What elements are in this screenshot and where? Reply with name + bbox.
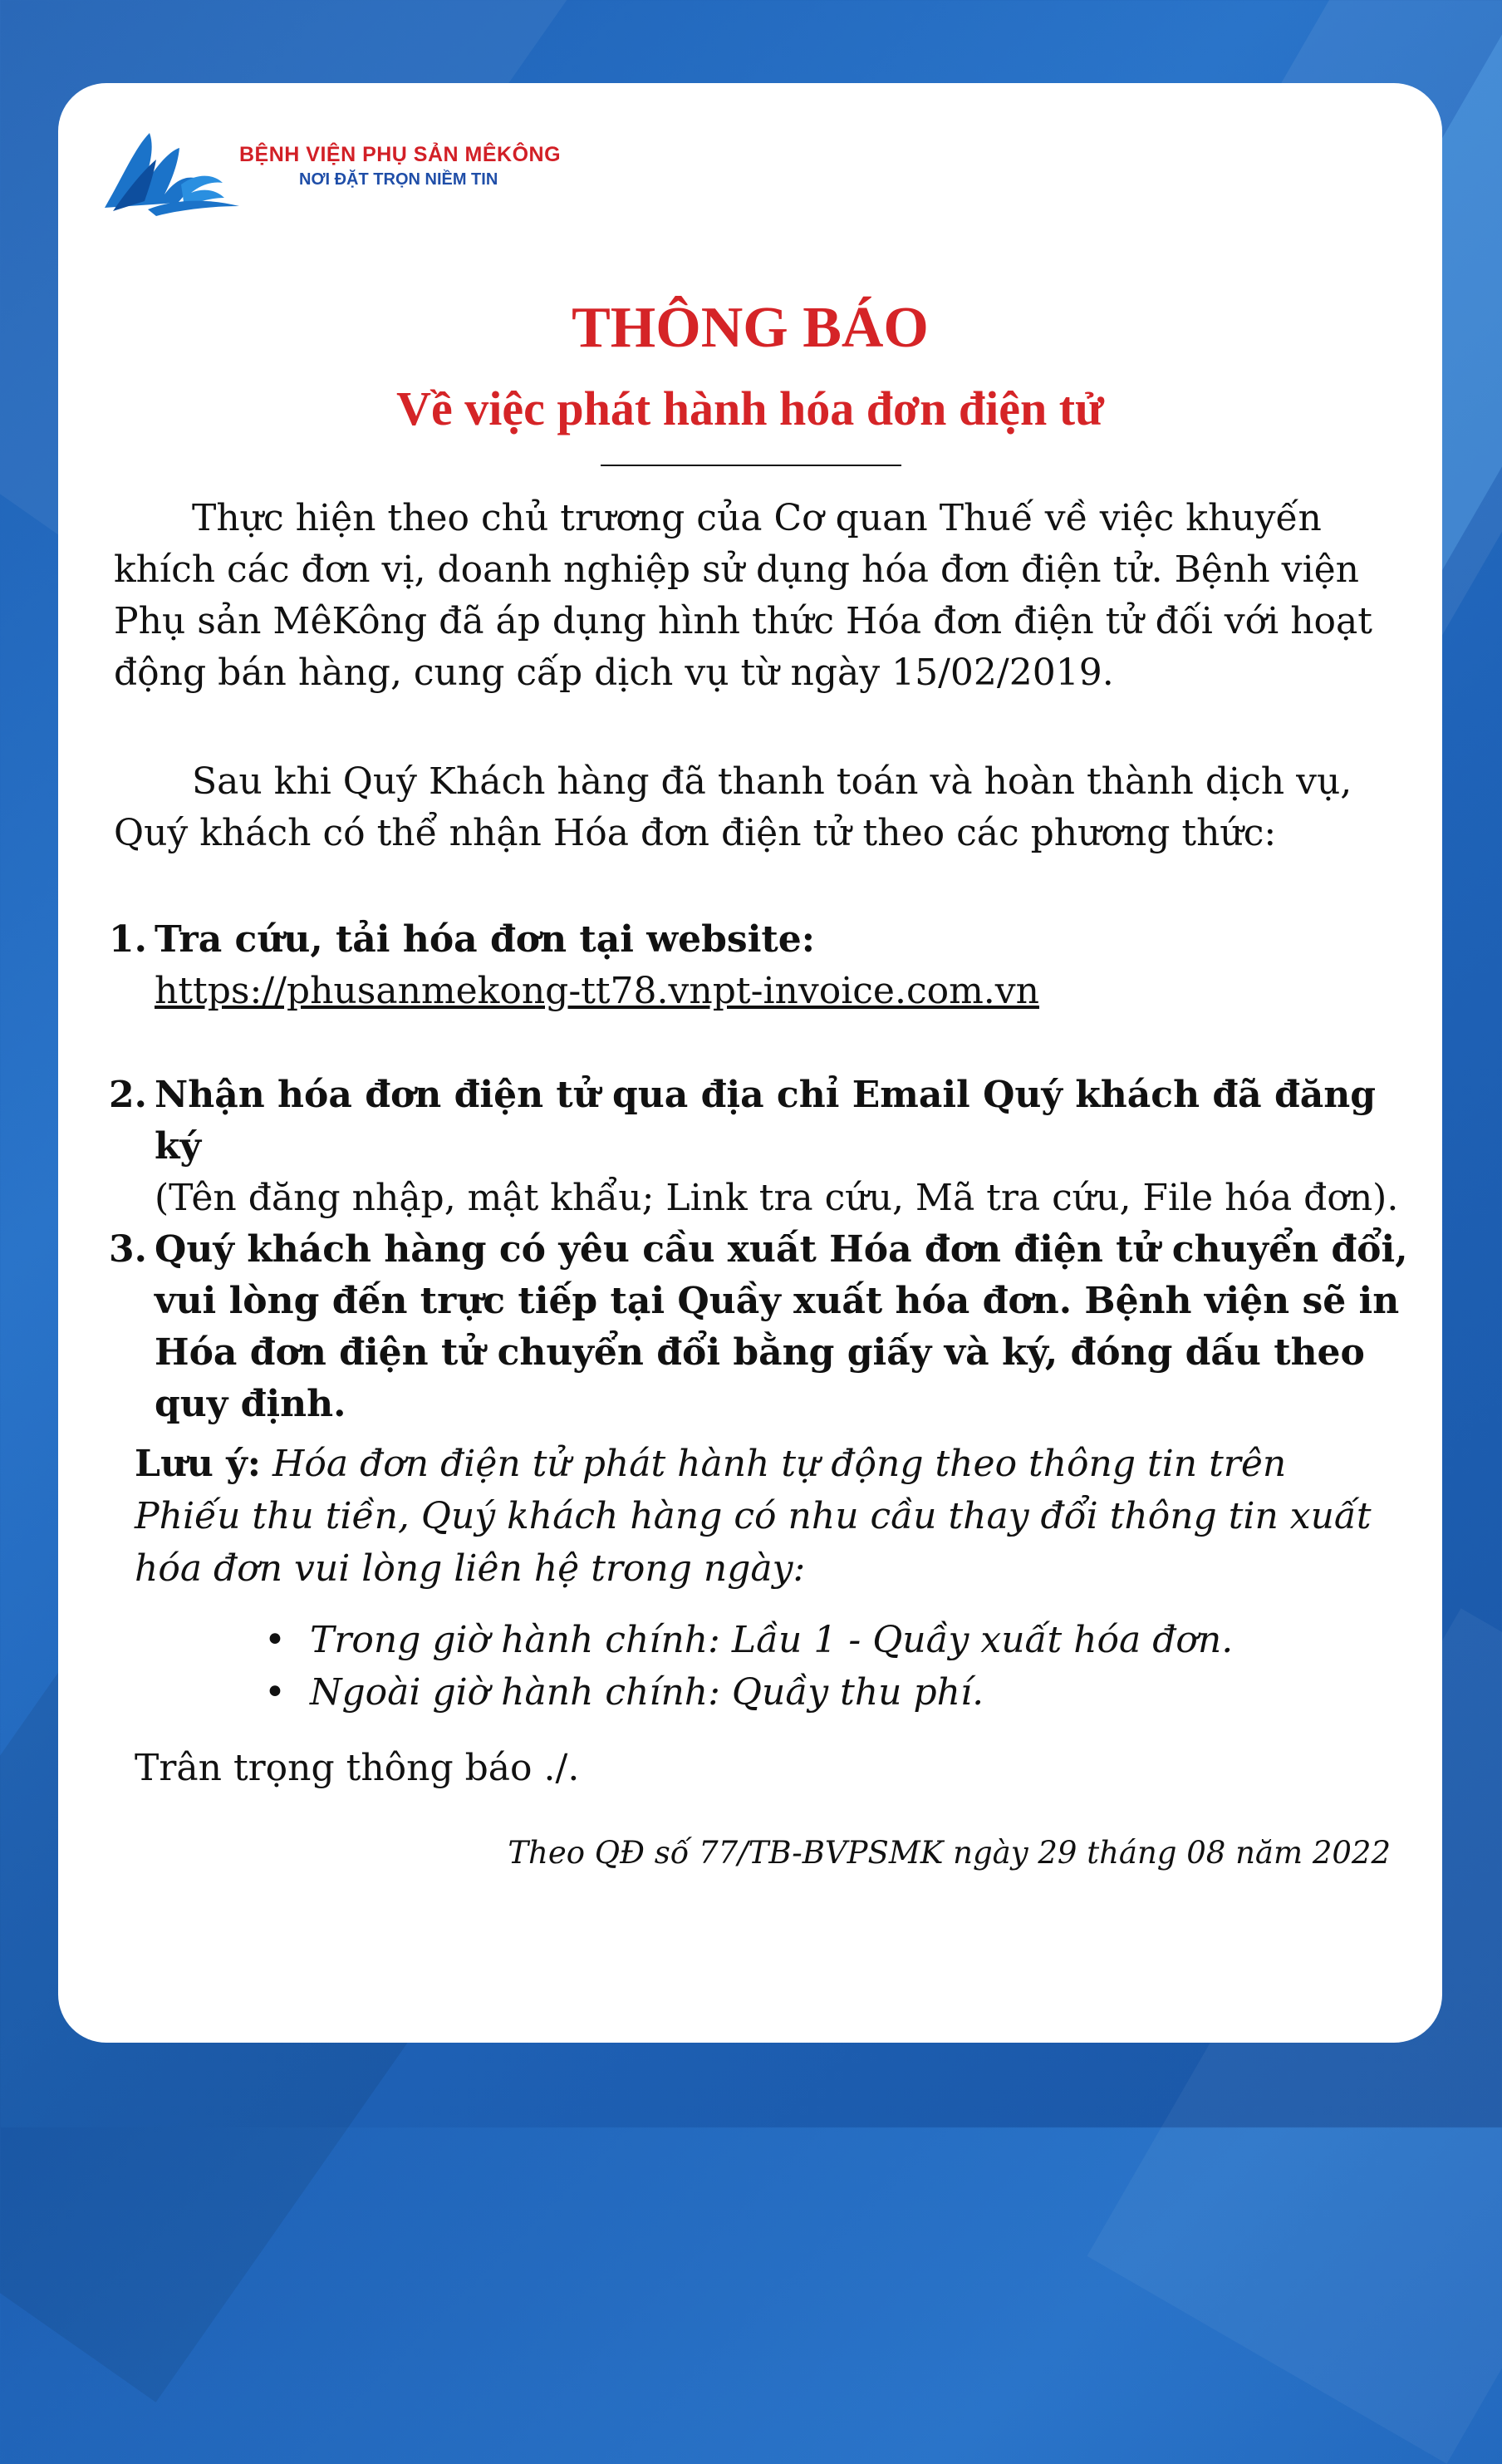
item-title: Quý khách hàng có yêu cầu xuất Hóa đơn điện tử chuyển đổi, vui lòng đến trực tiếp tại Quầy xuất hóa đơn. Bệnh viện sẽ in Hóa đơn điện tử chuyển đổi bằng giấy và ký, đóng dấu theo quy định. [155, 1228, 1408, 1425]
brand-block [239, 143, 561, 189]
title-divider [601, 465, 901, 466]
method-item-1 [109, 914, 1417, 1017]
item-title: Nhận hóa đơn điện tử qua địa chỉ Email Quý khách đã đăng ký [155, 1074, 1377, 1168]
hospital-logo-icon [98, 126, 248, 218]
note-text: Hóa đơn điện tử phát hành tự động theo thông tin trên Phiếu thu tiền, Quý khách hàng có nhu cầu thay đổi thông tin xuất hóa đơn vui lòng liên hệ trong ngày: [135, 1443, 1372, 1590]
invoice-lookup-link[interactable]: https://phusanmekong-tt78.vnpt-invoice.com.vn [155, 970, 1039, 1012]
contact-bullets [264, 1614, 1344, 1719]
item-number: 3. [109, 1228, 147, 1271]
closing-line: Trân trọng thông báo ./. [135, 1747, 580, 1789]
decision-reference: Theo QĐ số 77/TB-BVPSMK ngày 29 tháng 08 năm 2022 [508, 1835, 1391, 1871]
method-item-3 [109, 1224, 1417, 1430]
notice-title: THÔNG BÁO [572, 296, 929, 360]
method-item-2 [109, 1070, 1417, 1224]
bullet-icon: • [264, 1671, 286, 1714]
note-block [135, 1438, 1381, 1595]
hospital-name: BỆNH VIỆN PHỤ SẢN MÊKÔNG [239, 143, 562, 166]
note-label: Lưu ý: [135, 1443, 262, 1485]
item-number: 1. [109, 918, 147, 961]
item-number: 2. [109, 1074, 147, 1116]
bullet-item: • Trong giờ hành chính: Lầu 1 - Quầy xuất hóa đơn. [264, 1614, 1344, 1666]
bullet-icon: • [264, 1619, 286, 1661]
notice-subtitle: Về việc phát hành hóa đơn điện tử [396, 381, 1104, 435]
item-title: Tra cứu, tải hóa đơn tại website: [155, 918, 815, 961]
item-detail: (Tên đăng nhập, mật khẩu; Link tra cứu, Mã tra cứu, File hóa đơn). [155, 1177, 1399, 1219]
notice-card [58, 83, 1442, 2043]
hospital-slogan: NƠI ĐẶT TRỌN NIỀM TIN [299, 170, 498, 189]
methods-paragraph: Sau khi Quý Khách hàng đã thanh toán và hoàn thành dịch vụ, Quý khách có thể nhận Hóa đơn điện tử theo các phương thức: [114, 760, 1352, 854]
intro-paragraph: Thực hiện theo chủ trương của Cơ quan Thuế về việc khuyến khích các đơn vị, doanh nghiệp sử dụng hóa đơn điện tử. Bệnh viện Phụ sản MêKông đã áp dụng hình thức Hóa đơn điện tử đối với hoạt động bán hàng, cung cấp dịch vụ từ ngày 15/02/2019. [114, 497, 1372, 694]
bullet-item: • Ngoài giờ hành chính: Quầy thu phí. [264, 1666, 1344, 1719]
